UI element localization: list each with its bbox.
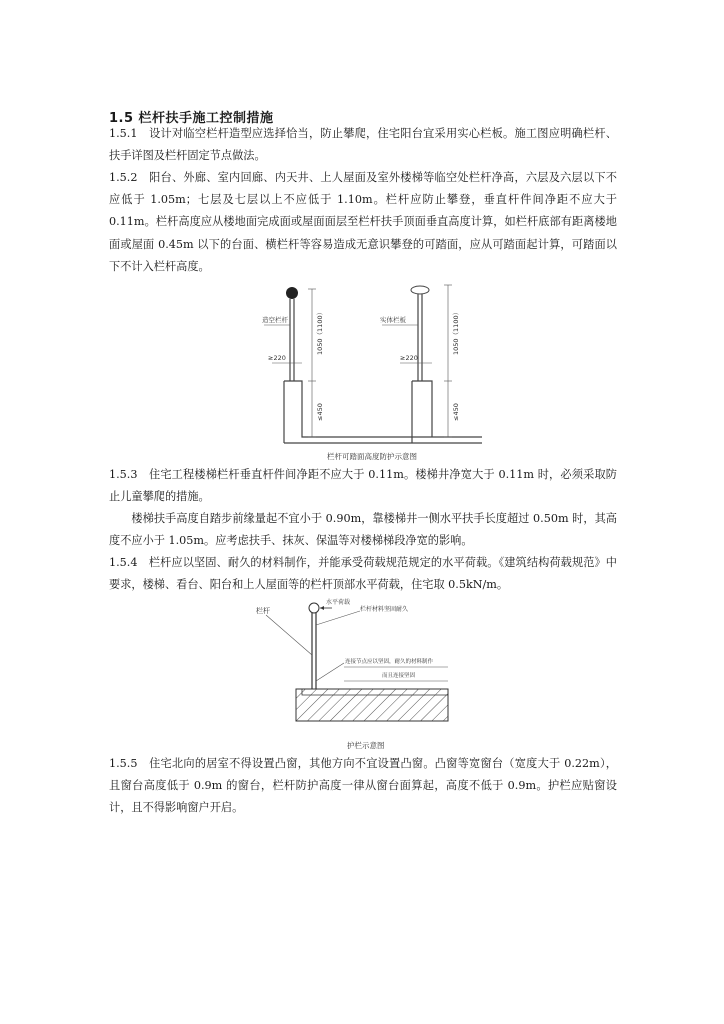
paragraph-1-5-4: 1.5.4 栏杆应以坚固、耐久的材料制作，并能承受荷载规范规定的水平荷载。《建筑结构荷载规范》中要求，楼梯、看台、阳台和上人屋面等的栏杆顶部水平荷载，住宅取 0.5kN/m。 — [109, 556, 617, 592]
section-heading: 1.5 栏杆扶手施工控制措施 — [109, 111, 274, 126]
guardrail-detail — [256, 598, 448, 721]
paragraph-1-5-2: 1.5.2 阳台、外廊、室内回廊、内天井、上人屋面及室外楼梯等临空处栏杆净高，六层及六层以下不应低于 1.05m；七层及七层以上不应低于 1.10m。栏杆应防止攀登，垂直杆件间净距不应大于 0.11m。栏杆高度应从楼地面完成面或屋面面层至栏杆扶手顶面垂直高度计算，如栏杆底部有距离楼地面或屋面 0.45m 以下的台面、横栏杆等容易造成无意识攀登的可踏面，应从可踏面起计算，可踏面以下不计入栏杆高度。 — [109, 171, 617, 273]
left-height-dimension: 1050（1100） — [316, 308, 324, 355]
right-railing-detail — [380, 285, 460, 443]
figure-railing-height-drawing — [250, 275, 490, 445]
right-railing-label: 实体栏板 — [380, 316, 406, 324]
paragraph-1-5-1: 1.5.1 设计对临空栏杆造型应选择恰当，防止攀爬，住宅阳台宜采用实心栏板。施工图应明确栏杆、扶手详图及栏杆固定节点做法。 — [109, 127, 617, 163]
left-railing-label: 造空栏杆 — [262, 316, 288, 324]
paragraph-1-5-3: 1.5.3 住宅工程楼梯栏杆垂直杆件间净距不应大于 0.11m。楼梯井净宽大于 0.11m 时，必须采取防止儿童攀爬的措施。 — [109, 468, 617, 504]
figure-railing-height — [250, 275, 490, 445]
right-step-dimension: ≥220 — [400, 354, 418, 362]
connection-label: 连接节点应以坚固，耐久的材料制作 — [345, 659, 434, 665]
figure-guardrail-caption: 护栏示意图 — [347, 741, 385, 750]
figure-railing-height-caption: 栏杆可踏面高度防护示意图 — [327, 452, 417, 461]
left-step-dimension: ≥220 — [268, 354, 286, 362]
left-railing-detail — [262, 287, 482, 443]
rail-label: 栏杆 — [256, 607, 270, 615]
figure-guardrail — [252, 595, 452, 725]
material-label: 栏杆材料坚固耐久 — [360, 606, 409, 613]
paragraph-1-5-5: 1.5.5 住宅北向的居室不得设置凸窗，其他方向不宜设置凸窗。凸窗等宽窗台（宽度大于 0.22m），且窗台高度低于 0.9m 的窗台，栏杆防护高度一律从窗台面算起，高度不低于 0.9m。护栏应贴窗设计，且不得影响窗户开启。 — [109, 757, 617, 815]
right-base-dimension: ≤450 — [452, 403, 460, 421]
figure-guardrail-drawing — [252, 595, 452, 725]
paragraph-1-5-3-handrail: 楼梯扶手高度自踏步前缘量起不宜小于 0.90m，靠楼梯井一侧水平扶手长度超过 0.50m 时，其高度不应小于 1.05m。应考虑扶手、抹灰、保温等对楼梯梯段净宽的影响。 — [109, 512, 617, 548]
left-base-dimension: ≤450 — [316, 403, 324, 421]
firm-connection-label: 而且连接坚固 — [382, 673, 416, 679]
horizontal-load-label: 水平荷载 — [326, 599, 351, 606]
right-height-dimension: 1050（1100） — [452, 308, 460, 355]
